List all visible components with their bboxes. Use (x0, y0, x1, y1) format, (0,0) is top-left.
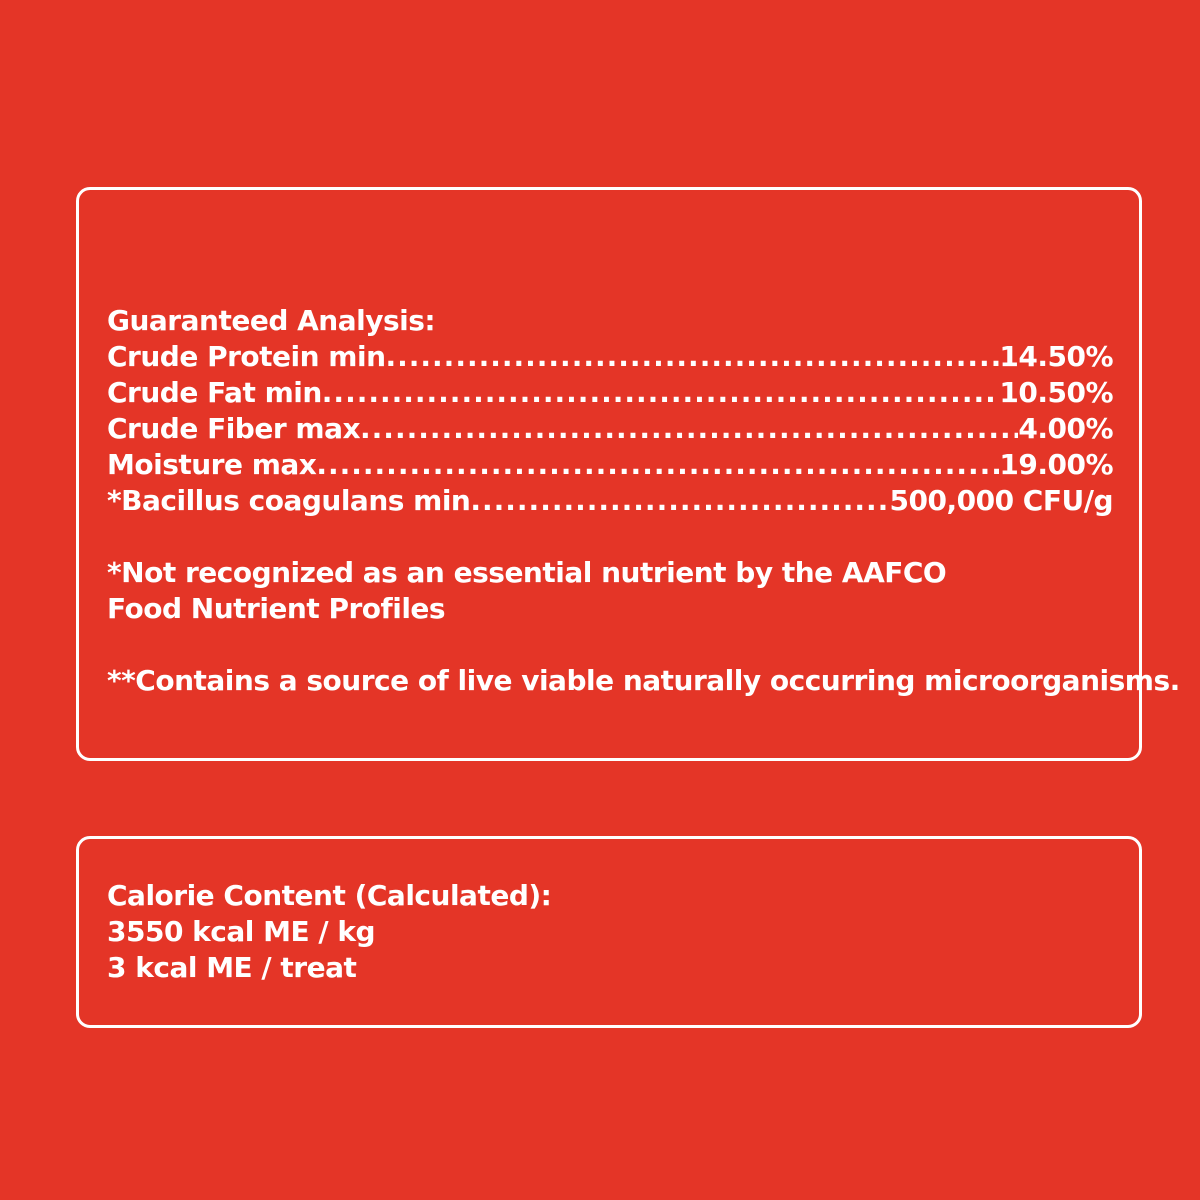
analysis-value: 4.00% (1018, 412, 1113, 445)
analysis-label: Moisture max (107, 448, 317, 481)
aafco-note-line-1: *Not recognized as an essential nutrient by the AAFCO (107, 556, 947, 589)
analysis-value: 19.00% (999, 448, 1113, 481)
guaranteed-analysis-block (107, 303, 1180, 699)
analysis-value: 500,000 CFU/g (889, 484, 1113, 517)
calorie-per-treat: 3 kcal ME / treat (107, 951, 357, 984)
analysis-label: Crude Fat min (107, 376, 322, 409)
analysis-label: Crude Fiber max (107, 412, 361, 445)
dot-leader (386, 339, 1000, 375)
analysis-row-bacillus-coagulans (107, 483, 1113, 519)
analysis-row-moisture (107, 447, 1113, 483)
calorie-content-panel (76, 836, 1142, 1028)
dot-leader (316, 447, 999, 483)
dot-leader (360, 411, 1018, 447)
analysis-row-crude-fat (107, 375, 1113, 411)
spacer (107, 627, 1113, 663)
dot-leader (322, 375, 1000, 411)
dot-leader (470, 483, 889, 519)
aafco-note-line-2: Food Nutrient Profiles (107, 592, 446, 625)
calorie-content-heading: Calorie Content (Calculated): (107, 879, 552, 912)
analysis-row-crude-protein (107, 339, 1113, 375)
guaranteed-analysis-panel (76, 187, 1180, 761)
guaranteed-analysis-heading: Guaranteed Analysis: (107, 304, 436, 337)
calorie-per-kg: 3550 kcal ME / kg (107, 915, 376, 948)
spacer (107, 519, 1113, 555)
analysis-value: 14.50% (999, 340, 1113, 373)
analysis-row-crude-fiber (107, 411, 1113, 447)
analysis-label: Crude Protein min (107, 340, 386, 373)
analysis-label: *Bacillus coagulans min (107, 484, 471, 517)
analysis-value: 10.50% (999, 376, 1113, 409)
calorie-content-block (107, 878, 1007, 986)
microorganisms-note: **Contains a source of live viable naturally occurring microorganisms. (107, 664, 1180, 697)
